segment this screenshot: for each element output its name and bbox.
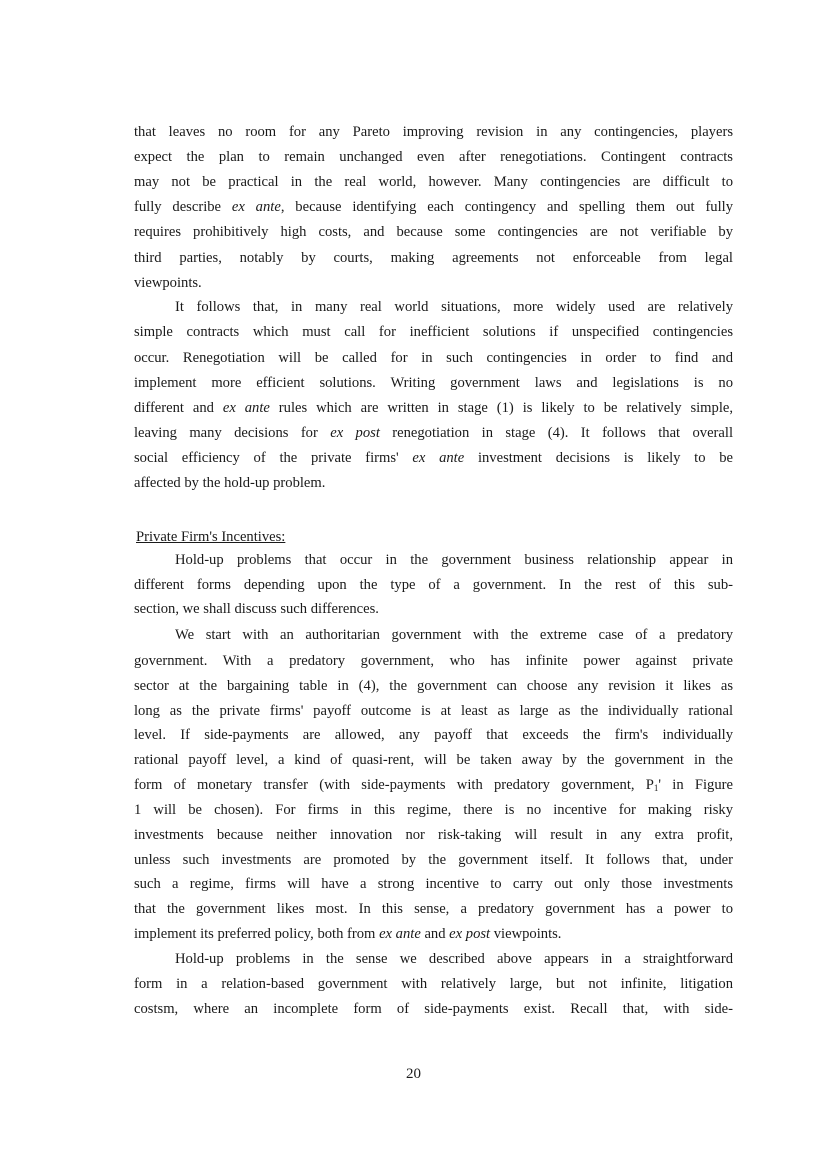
page-number: 20 bbox=[406, 1066, 421, 1082]
text-line: expect the plan to remain unchanged even after renegotiations. Contingent contracts bbox=[134, 149, 733, 165]
text-line: may not be practical in the real world, however. Many contingencies are difficult to bbox=[134, 174, 733, 190]
text-line: long as the private firms' payoff outcome is at least as large as the individually rational bbox=[134, 703, 733, 719]
text-line: We start with an authoritarian government with the extreme case of a predatory bbox=[175, 627, 733, 643]
text-line: unless such investments are promoted by the government itself. It follows that, under bbox=[134, 852, 733, 868]
text-line: requires prohibitively high costs, and because some contingencies are not verifiable by bbox=[134, 224, 733, 240]
text-line: simple contracts which must call for inefficient solutions if unspecified contingencies bbox=[134, 324, 733, 340]
text-line: 1 will be chosen). For firms in this regime, there is no incentive for making risky bbox=[134, 802, 733, 818]
text-line: viewpoints. bbox=[134, 275, 202, 291]
text-line: occur. Renegotiation will be called for in such contingencies in order to find and bbox=[134, 350, 733, 366]
text-line: level. If side-payments are allowed, any payoff that exceeds the firm's individually bbox=[134, 727, 733, 743]
text-line: sector at the bargaining table in (4), the government can choose any revision it likes as bbox=[134, 678, 733, 694]
text-line: rational payoff level, a kind of quasi-rent, will be taken away by the government in the bbox=[134, 752, 733, 768]
text-line: that the government likes most. In this sense, a predatory government has a power to bbox=[134, 901, 733, 917]
text-line: different forms depending upon the type of a government. In the rest of this sub- bbox=[134, 577, 733, 593]
text-line: implement its preferred policy, both from ex ante and ex post viewpoints. bbox=[134, 926, 562, 942]
text-line: that leaves no room for any Pareto improving revision in any contingencies, players bbox=[134, 124, 733, 140]
text-line: leaving many decisions for ex post renegotiation in stage (4). It follows that overall bbox=[134, 425, 733, 441]
text-line: social efficiency of the private firms' ex ante investment decisions is likely to be bbox=[134, 450, 734, 466]
text-line: form of monetary transfer (with side-payments with predatory government, $P_1'$ in Figure bbox=[134, 777, 733, 793]
text-line: investments because neither innovation nor risk-taking will result in any extra profit, bbox=[134, 827, 733, 843]
text-line: costsm, where an incomplete form of side-payments exist. Recall that, with side- bbox=[134, 1001, 733, 1017]
text-line: form in a relation-based government with relatively large, but not infinite, litigation bbox=[134, 976, 733, 992]
text-line: It follows that, in many real world situations, more widely used are relatively bbox=[175, 299, 733, 315]
text-line: such a regime, firms will have a strong incentive to carry out only those investments bbox=[134, 876, 733, 892]
section-heading: Private Firm's Incentives: bbox=[136, 529, 286, 545]
text-line: Hold-up problems in the sense we described above appears in a straightforward bbox=[175, 951, 733, 967]
text-line: fully describe ex ante, because identifying each contingency and spelling them out fully bbox=[134, 199, 734, 215]
text-line: implement more efficient solutions. Writing government laws and legislations is no bbox=[134, 375, 733, 391]
text-line: section, we shall discuss such differences. bbox=[134, 601, 379, 617]
text-line: government. With a predatory government, who has infinite power against private bbox=[134, 653, 733, 669]
text-line: affected by the hold-up problem. bbox=[134, 475, 326, 491]
text-line: different and ex ante rules which are written in stage (1) is likely to be relatively simple, bbox=[134, 400, 734, 416]
text-line: Hold-up problems that occur in the government business relationship appear in bbox=[175, 552, 733, 568]
text-line: third parties, notably by courts, making agreements not enforceable from legal bbox=[134, 250, 733, 266]
